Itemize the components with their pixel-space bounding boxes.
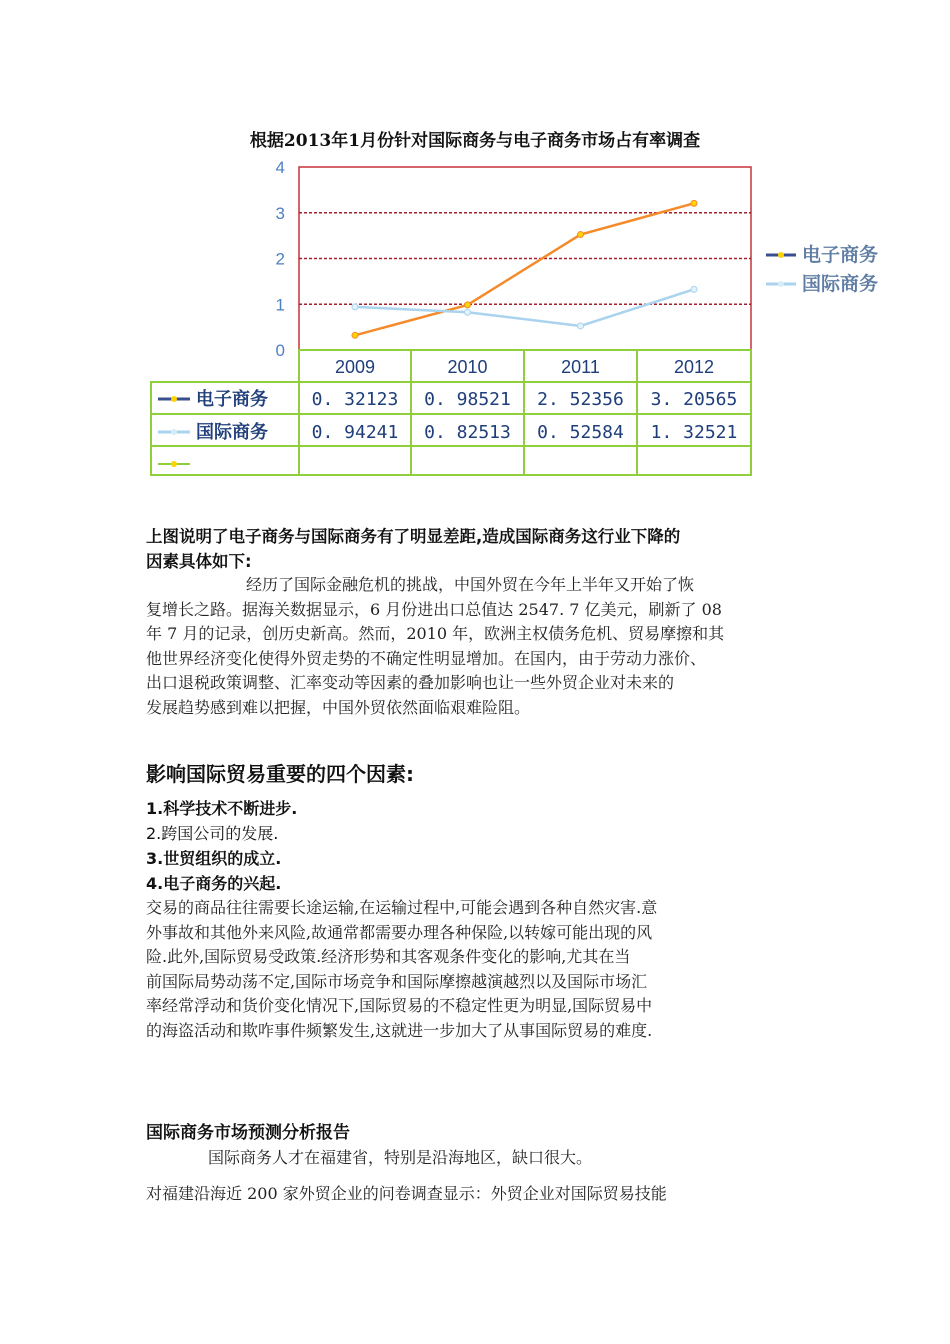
para-line: 交易的商品往往需要长途运输,在运输过程中,可能会遇到各种自然灾害.意	[146, 898, 658, 917]
legend-marker-intl	[778, 281, 784, 287]
factor-list	[146, 796, 836, 896]
data-label: 0. 52584	[537, 422, 624, 443]
y-tick-label: 1	[275, 295, 285, 315]
para-line: 外事故和其他外来风险,故通常都需要办理各种保险,以转嫁可能出现的风	[146, 922, 653, 942]
legend-label-intl: 国际商务	[802, 273, 879, 295]
data-point	[352, 304, 358, 310]
data-point	[691, 286, 697, 292]
data-label: 1. 32521	[650, 422, 738, 443]
y-tick-label: 0	[275, 341, 285, 360]
market-share-chart	[0, 150, 950, 490]
data-label: 0. 94241	[311, 422, 399, 443]
para-line: 他世界经济变化使得外贸走势的不确定性明显增加。在国内，由于劳动力涨价、	[146, 648, 707, 668]
x-category-label: 2009	[334, 357, 376, 377]
row-marker	[171, 461, 177, 467]
data-label: 0. 32123	[311, 389, 399, 410]
y-tick-label: 2	[275, 249, 285, 269]
section1-heading-line1: 上图说明了电子商务与国际商务有了明显差距,造成国际商务这行业下降的	[146, 527, 681, 546]
chart-title: 根据2013年1月份针对国际商务与电子商务市场占有率调查	[249, 131, 701, 151]
data-point	[578, 232, 584, 238]
section2-heading: 影响国际贸易重要的四个因素:	[146, 762, 414, 786]
data-label: 0. 98521	[424, 389, 511, 410]
section1-heading	[146, 524, 826, 574]
list-item: 2.跨国公司的发展.	[146, 824, 279, 843]
list-item: 4.电子商务的兴起.	[146, 874, 282, 893]
data-point	[578, 323, 584, 329]
para-line: 发展趋势感到难以把握，中国外贸依然面临艰难险阻。	[146, 697, 531, 717]
list-item: 1.科学技术不断进步.	[146, 799, 298, 818]
data-label: 2. 52356	[537, 389, 624, 410]
data-point	[352, 332, 358, 338]
legend-label-ecommerce: 电子商务	[802, 244, 879, 266]
para-line: 险.此外,国际贸易受政策.经济形势和其客观条件变化的影响,尤其在当	[146, 947, 631, 966]
data-label: 0. 82513	[424, 422, 511, 443]
para-line: 复增长之路。据海关数据显示，6 月份进出口总值达 2547. 7 亿美元，刷新了 08	[146, 599, 722, 619]
data-label: 3. 20565	[650, 389, 738, 410]
row-marker	[171, 429, 177, 435]
section1-paragraph	[146, 573, 836, 720]
row-series-name: 国际商务	[196, 422, 268, 443]
para-line: 经历了国际金融危机的挑战，中国外贸在今年上半年又开始了恢	[246, 575, 695, 594]
row-marker	[171, 396, 177, 402]
section3-line1: 国际商务人才在福建省，特别是沿海地区，缺口很大。	[208, 1148, 593, 1167]
data-point	[465, 309, 471, 315]
section3-heading: 国际商务市场预测分析报告	[146, 1123, 350, 1143]
y-tick-label: 4	[275, 158, 285, 177]
section2-paragraph	[146, 896, 836, 1043]
para-line: 的海盗活动和欺咋事件频繁发生,这就进一步加大了从事国际贸易的难度.	[146, 1020, 653, 1040]
section1-heading-line2: 因素具体如下:	[146, 552, 252, 571]
x-category-label: 2011	[561, 357, 600, 377]
legend	[766, 243, 878, 295]
list-item: 3.世贸组织的成立.	[146, 849, 282, 868]
x-category-label: 2012	[673, 357, 715, 377]
section3-line2: 对福建沿海近 200 家外贸企业的问卷调查显示：外贸企业对国际贸易技能	[146, 1184, 667, 1203]
y-tick-label: 3	[275, 203, 285, 223]
para-line: 出口退税政策调整、汇率变动等因素的叠加影响也让一些外贸企业对未来的	[146, 673, 675, 692]
row-series-name: 电子商务	[196, 389, 268, 410]
legend-marker-ecommerce	[778, 252, 784, 258]
data-point	[465, 302, 471, 308]
para-line: 前国际局势动荡不定,国际市场竞争和国际摩擦越演越烈以及国际市场汇	[146, 971, 648, 991]
para-line: 率经常浮动和货价变化情况下,国际贸易的不稳定性更为明显,国际贸易中	[146, 996, 653, 1015]
para-line: 年 7 月的记录，创历史新高。然而，2010 年，欧洲主权债务危机、贸易摩擦和其	[146, 624, 725, 643]
data-point	[691, 200, 697, 206]
x-category-label: 2010	[447, 357, 488, 377]
